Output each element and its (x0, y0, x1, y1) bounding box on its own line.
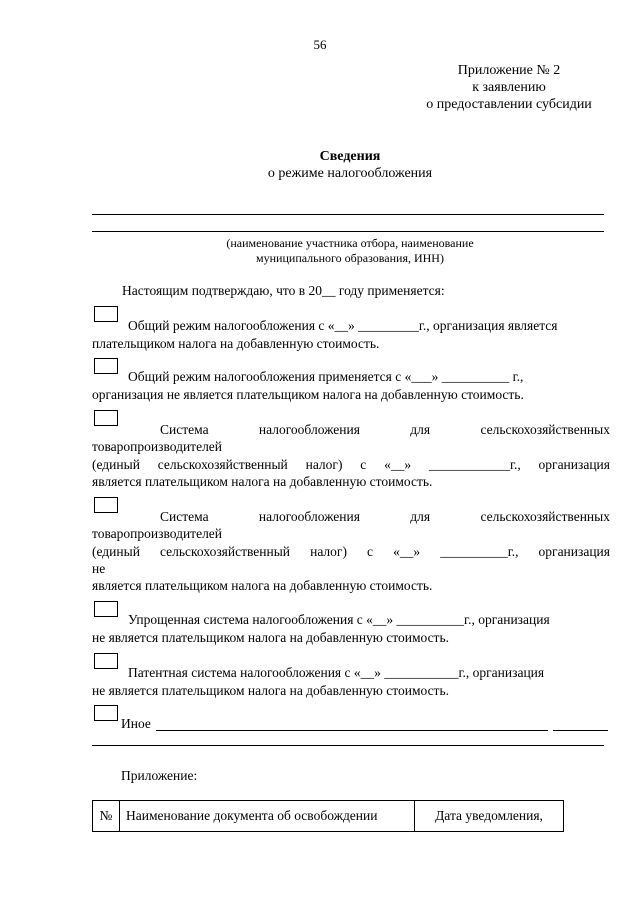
option-4-l3-word: (единый (92, 544, 140, 559)
option-3-line-1 (160, 421, 610, 438)
caption-line-1: (наименование участника отбора, наименование (226, 236, 474, 250)
option-4-l3-word: «__» (393, 544, 421, 559)
option-4-word-2: налогообложения (258, 509, 360, 524)
option-3-l3-word: организация (538, 457, 610, 472)
checkbox-general-regime-vat-payer[interactable] (94, 306, 118, 322)
option-2-line-1: Общий режим налогообложения применяется с «___» __________ г., (128, 369, 524, 384)
attachments-table (92, 800, 564, 832)
checkbox-simplified-tax[interactable] (94, 601, 118, 617)
option-3-l3-word: с (360, 457, 367, 472)
option-5-line-2: не является плательщиком налога на добавленную стоимость. (92, 630, 449, 645)
checkbox-agricultural-tax-vat-payer[interactable] (94, 410, 118, 426)
checkbox-general-regime-non-vat[interactable] (94, 358, 118, 374)
option-5-line-1: Упрощенная система налогообложения с «__» __________г., организация (128, 612, 550, 627)
option-4-line-1 (160, 508, 610, 525)
option-4-l3-word: __________г., (440, 544, 519, 559)
table-header-notification-date: Дата уведомления, (415, 801, 564, 832)
option-4-word-1: Система (160, 509, 209, 524)
option-2-line-2: организация не является плательщиком налога на добавленную стоимость. (92, 387, 524, 402)
option-3-word-1: Система (160, 422, 209, 437)
option-3-word-4: сельскохозяйственных (480, 422, 610, 437)
table-header-number: № (93, 801, 120, 832)
option-3-l3-word: «__» (384, 457, 412, 472)
option-4-l3-word: с (367, 544, 374, 559)
option-4-word-4: сельскохозяйственных (480, 509, 610, 524)
checkbox-other[interactable] (94, 705, 118, 721)
appendix-line-1: Приложение № 2 (457, 63, 561, 78)
option-3-line-3 (92, 456, 610, 473)
appendix-line-3: о предоставлении субсидии (426, 97, 592, 112)
option-other-input-line-end[interactable] (553, 730, 608, 731)
checkbox-agricultural-tax-non-vat[interactable] (94, 497, 118, 513)
appendix-reference (414, 62, 604, 113)
participant-name-line-1[interactable] (92, 214, 604, 215)
option-4-line-4: не (92, 561, 106, 576)
option-6-line-1: Патентная система налогообложения с «__» ___________г., организация (128, 665, 545, 680)
option-4-line-2: товаропроизводителей (92, 526, 223, 541)
option-other-input-line-2[interactable] (92, 745, 604, 746)
option-3-word-3: для (410, 422, 431, 437)
option-other-label: Иное (121, 716, 151, 731)
participant-caption (150, 236, 550, 266)
caption-line-2: муниципального образования, ИНН) (256, 251, 444, 265)
table-header-row (93, 801, 564, 832)
option-4-line-3 (92, 543, 610, 560)
document-subtitle: о режиме налогообложения (267, 166, 433, 181)
option-other-input-line[interactable] (156, 730, 548, 731)
attachments-label: Приложение: (121, 768, 198, 783)
option-6-line-2: не является плательщиком налога на добавленную стоимость. (92, 683, 449, 698)
option-3-l3-word: сельскохозяйственный (157, 457, 288, 472)
option-3-l3-word: (единый (92, 457, 140, 472)
option-1-line-2: плательщиком налога на добавленную стоимость. (92, 336, 380, 351)
intro-text: Настоящим подтверждаю, что в 20__ году применяется: (122, 283, 445, 298)
appendix-line-2: к заявлению (472, 80, 546, 95)
option-4-word-3: для (410, 509, 431, 524)
option-3-l3-word: ____________г., (428, 457, 521, 472)
table-header-document: Наименование документа об освобождении (120, 801, 415, 832)
option-1-line-1: Общий режим налогообложения с «__» _________г., организация является (128, 318, 558, 333)
option-3-line-4: является плательщиком налога на добавленную стоимость. (92, 474, 433, 489)
option-4-l3-word: сельскохозяйственный (160, 544, 291, 559)
option-4-l3-word: организация (538, 544, 610, 559)
participant-name-line-2[interactable] (92, 231, 604, 232)
option-3-line-2: товаропроизводителей (92, 439, 223, 454)
option-4-l3-word: налог) (310, 544, 347, 559)
option-3-l3-word: налог) (305, 457, 343, 472)
option-4-line-5: является плательщиком налога на добавленную стоимость. (92, 578, 433, 593)
document-title: Сведения (319, 149, 381, 164)
checkbox-patent-tax[interactable] (94, 653, 118, 669)
option-3-word-2: налогообложения (258, 422, 360, 437)
page-number: 56 (313, 37, 327, 52)
